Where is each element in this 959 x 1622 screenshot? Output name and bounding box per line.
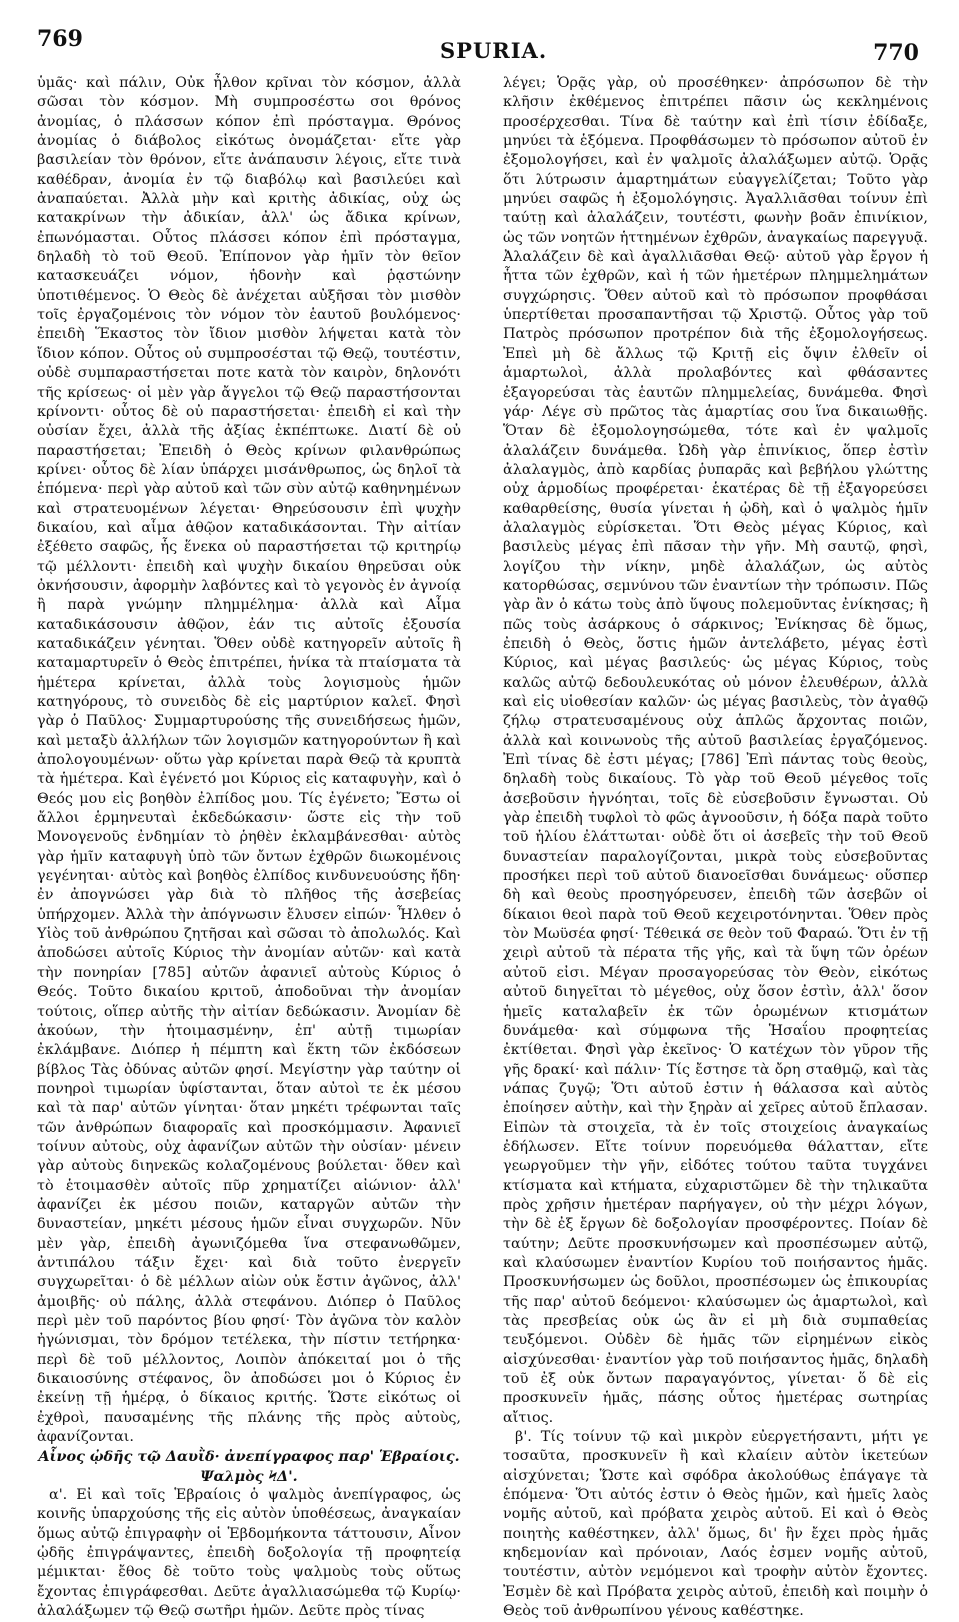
left-column bbox=[37, 74, 461, 1620]
page-number-left: 769 bbox=[37, 26, 83, 52]
right-column-text: λέγει; Ὁρᾷς γὰρ, οὐ προσέθηκεν· ἀπρόσωπον δὲ τὴν κλῆσιν ἐκθέμενος ἐπιτρέπει πᾶσιν ὡς κεκλημένοις προσέρχεσθαι. Τίνα δὲ ταύτην καὶ ἐπὶ τίσιν ἐδίδαξε, μηνύει τὰ ἑξόμενα. Προφθάσωμεν τὸ πρόσωπον αὐτοῦ ἐν ἐξομολογήσει, καὶ ἐν ψαλμοῖς ἀλαλάξωμεν αὐτῷ. Ὁρᾷς ὅτι λύτρωσιν ἁμαρτημάτων εὐαγγελίζεται; Τοῦτο γὰρ μηνύει σαφῶς ἡ ἐξομολόγησις. Ἀγαλλιᾶσθαι τοίνυν ἐπὶ ταύτῃ καὶ ἀλαλάζειν, τουτέστι, φωνὴν βοᾶν ἐπινίκιον, ὡς τῶν νοητῶν ἡττημένων ἐχθρῶν, ἀναγκαίως παρεγγυᾷ. Ἀλαλάζειν δὲ καὶ ἀγαλλιᾶσθαι Θεῷ· αὐτοῦ γὰρ ἔργον ἡ ἧττα τῶν ἐχθρῶν, καὶ ἡ τῶν ἡμετέρων πλημμελημάτων συγχώρησις. Ὅθεν αὐτοῦ καὶ τὸ πρόσωπον προφθάσαι ὑπερτίθεται προσαπαντῆσαι τῷ Χριστῷ. Οὗτος γὰρ τοῦ Πατρὸς πρόσωπον προτρέπον διὰ τῆς ἐξομολογήσεως. Ἐπεὶ μὴ δὲ ἄλλως τῷ Κριτῇ εἰς ὄψιν ἐλθεῖν οἱ ἁμαρτωλοὶ, ἀλλὰ προλαβόντες καὶ φθάσαντες ἐξαγορεύσαι τὰς ἑαυτῶν πλημμελείας, δυνάμεθα. Φησὶ γάρ· Λέγε σὺ πρῶτος τὰς ἁμαρτίας σου ἵνα δικαιωθῇς. Ὅταν δὲ ἐξομολογησώμεθα, τότε καὶ ἐν ψαλμοῖς ἀλαλάζειν δυνάμεθα. Ὠδὴ γὰρ ἐπινίκιος, ὅπερ ἐστὶν ἀλαλαγμὸς, ἀπὸ καρδίας ῥυπαρᾶς καὶ βεβήλου γλώττης οὐχ ἁρμοδίως προφέρεται· ἑκατέρας δὲ τῇ ἐξαγορεύσει καθαρθείσης, θυσία γίνεται ἡ ᾠδὴ, καὶ ὁ ψαλμὸς ἡμῖν ἀλαλαγμὸς εὑρίσκεται. Ὅτι Θεὸς μέγας Κύριος, καὶ βασιλεὺς μέγας ἐπὶ πᾶσαν τὴν γῆν. Μὴ σαυτῷ, φησὶ, λογίζου τὴν νίκην, μηδὲ ἀλαλάζων, ὡς αὐτὸς κατορθώσας, σεμνύνου τῶν ἐναντίων τὴν τρόπωσιν. Πῶς γὰρ ἂν ὁ κάτω τοὺς ἀπὸ ὕψους πολεμοῦντας ἐνίκησας; ἢ πῶς τοὺς ἀσάρκους ὁ σάρκινος; Ἐνίκησας δὲ ὅμως, ἐπειδὴ ὁ Θεὸς, ὅστις ἡμῶν ἀντελάβετο, μέγας ἐστὶ Κύριος, καὶ μέγας βασιλεύς· ὡς μέγας Κύριος, τοὺς καλῶς αὐτῷ δεδουλευκότας οὐ μόνον ἐλευθέρων, ἀλλὰ καὶ εἰς υἱοθεσίαν καλῶν· ὡς μέγας βασιλεὺς, τὸν ἀγαθῷ ζήλῳ στρατευσαμένους οὐχ ἁπλῶς ἄρχοντας ποιῶν, ἀλλὰ καὶ κοινωνοὺς τῆς αὐτοῦ βασιλείας ἐργαζόμενος. Ἐπὶ τίνας δὲ ἐστι μέγας; [786] Ἐπὶ πάντας τοὺς θεοὺς, δηλαδὴ τοὺς δικαίους. Τὸ γὰρ τοῦ Θεοῦ μέγεθος τοῖς ἀσεβοῦσιν ἠγνόηται, τοῖς δὲ εὐσεβοῦσιν ἔγνωσται. Οὐ γὰρ ἐπειδὴ τυφλοὶ τὸ φῶς ἀγνοοῦσιν, ἡ δόξα παρὰ τοῦτο τοῦ ἡλίου ἐλάττωται· οὐδὲ ὅτι οἱ ἀσεβεῖς τὴν τοῦ Θεοῦ δυναστείαν παραλογίζονται, μικρὰ τοὺς εὐσεβοῦντας προσήκει περὶ τοῦ αὐτοῦ διανοεῖσθαι δυνάμεως· οὕσπερ δὴ καὶ θεοὺς προσηγόρευσεν, ἐπειδὴ τῶν ἀσεβῶν οἱ δίκαιοι θεοὶ παρὰ τοῦ Θεοῦ κεχειροτόνηνται. Ὅθεν πρὸς τὸν Μωϋσέα φησί· Τέθεικά σε θεὸν τοῦ Φαραώ. Ὅτι ἐν τῇ χειρὶ αὐτοῦ τὰ πέρατα τῆς γῆς, καὶ τὰ ὕψη τῶν ὀρέων αὐτοῦ εἰσι. Μέγαν προσαγορεύσας τὸν Θεὸν, εἰκότως αὐτοῦ διηγεῖται τὸ μέγεθος, οὐχ ὅσον ἐστὶν, ἀλλ' ὅσον ἡμεῖς καταλαβεῖν ἐκ τῶν ὁρωμένων κτισμάτων δυνάμεθα· καὶ σύμφωνα τῆς Ἡσαΐου προφητείας ἐκτίθεται. Φησὶ γὰρ ἐκεῖνος· Ὁ κατέχων τὸν γῦρον τῆς γῆς δρακί· καὶ πάλιν· Τίς ἔστησε τὰ ὄρη σταθμῷ, καὶ τὰς νάπας ζυγῷ; Ὅτι αὐτοῦ ἐστιν ἡ θάλασσα καὶ αὐτὸς ἐποίησεν αὐτὴν, καὶ τὴν ξηρὰν αἱ χεῖρες αὐτοῦ ἔπλασαν. Εἰπὼν τὰ στοιχεῖα, τὰ ἐν τοῖς στοιχείοις ἀναγκαίως ἐδήλωσεν. Εἴτε τοίνυν πορευόμεθα θάλατταν, εἴτε γεωργοῦμεν τὴν γῆν, εἰδότες τούτου ταῦτα τυγχάνει κτίσματα καὶ κτήματα, εὐχαριστῶμεν δὲ τὴν τηλικαῦτα πρὸς χρῆσιν ἡμετέραν παρήγαγεν, οὐ τὴν μέχρι λόγων, τὴν δὲ ἐξ ἔργων δὲ δοξολογίαν προσφέροντες. Ποίαν δὲ ταύτην; Δεῦτε προσκυνήσωμεν καὶ προσπέσωμεν αὐτῷ, καὶ κλαύσωμεν ἐναντίον Κυρίου τοῦ ποιήσαντος ἡμᾶς. Προσκυνήσωμεν ὡς δοῦλοι, προσπέσωμεν ὡς ἐπικουρίας τῆς παρ' αὐτοῦ δεόμενοι· κλαύσωμεν ὡς ἁμαρτωλοὶ, καὶ τὰς πρεσβείας οὐκ ὡς ἂν εἰ μὴ διὰ συμπαθείας τευξόμενοι. Οὐδὲν δὲ ἡμᾶς τῶν εἰρημένων εἰκὸς αἰσχύνεσθαι· ἐναντίον γὰρ τοῦ ποιήσαντος ἡμᾶς, δηλαδὴ τοῦ ἐξ οὐκ ὄντων παραγαγόντος, γίνεται· ὅ δὲ εἰς προσκυνεῖν ἡμᾶς, πάσης οὗτος ἡμετέρας σωτηρίας αἴτιος. bbox=[503, 75, 928, 1426]
right-column bbox=[503, 74, 928, 1620]
page-number-right: 770 bbox=[873, 40, 919, 66]
psalm-heading: Αἶνος ᾠδῆς τῷ Δαυῒδ· ἀνεπίγραφος παρ' Ἑβραίοις. bbox=[38, 1448, 460, 1466]
page-header bbox=[0, 18, 959, 66]
right-column-closing-paragraph: β'. Τίς τοίνυν τῷ καὶ μικρὸν εὐεργετήσαντι, μήτι γε τοσαῦτα, προσκυνεῖν ἢ καὶ κλαίειν αὐτὸν ἱκετεύων αἰσχύνεται; Ὥστε καὶ σφόδρα ἀκολούθως ἐπάγαγε τὰ ἑπόμενα· Ὅτι αὐτός ἐστιν ὁ Θεὸς ἡμῶν, καὶ ἡμεῖς λαὸς νομῆς αὐτοῦ, καὶ πρόβατα χειρὸς αὐτοῦ. Εἰ καὶ ὁ Θεὸς ποιητὴς καθέστηκεν, ἀλλ' ὅμως, δι' ἣν ἔχει πρὸς ἡμᾶς κηδεμονίαν καὶ πρόνοιαν, Λαός ἐσμεν νομῆς αὐτοῦ, τουτέστιν, αὐτὸν νεμόμενοι καὶ τροφὴν αὐτὸν ἔχοντες. Ἐσμὲν δὲ καὶ Πρόβατα χειρὸς αὐτοῦ, ἐπειδὴ καὶ ποιμὴν ὁ Θεὸς τοῦ ἀνθρωπίνου γένους καθέστηκε. bbox=[503, 1429, 928, 1620]
psalm-number: Ψαλμὸς ϞΔ'. bbox=[200, 1467, 298, 1485]
left-column-text: ὑμᾶς· καὶ πάλιν, Οὐκ ἦλθον κρῖναι τὸν κόσμον, ἀλλὰ σῶσαι τὸν κόσμον. Μὴ συμπροσέστω σοι θρόνος ἀνομίας, ὁ πλάσσων κόπον ἐπὶ πρόσταγμα. Θρόνος ἀνομίας ὁ διάβολος εἰκότως ὀνομάζεται· εἴτε γὰρ βασιλείαν τὸν θρόνον, εἴτε ἀνάπαυσιν λέγοις, εἴτε τινὰ καθέδραν, ἀνομία ἐν τῷ διαβόλῳ καὶ βασιλεύει καὶ ἀναπαύεται. Ἀλλὰ μὴν καὶ κριτὴς ἀδικίας, οὐχ ὡς κατακρίνων τὴν ἀδικίαν, ἀλλ' ὡς ἄδικα κρίνων, ἐπωνόμασται. Οὗτος πλάσσει κόπον ἐπὶ πρόσταγμα, δηλαδὴ τὸ τοῦ Θεοῦ. Ἐπίπονον γὰρ ἡμῖν τὸν θεῖον κατασκευάζει νόμον, ἡδονὴν καὶ ῥᾳστώνην ὑποτιθέμενος. Ὁ Θεὸς δὲ ἀνέχεται αὐξῆσαι τὸν μισθὸν τοῖς ἐργαζομένοις τὸν νόμον τὸν ἑαυτοῦ βουλόμενος· ἐπειδὴ Ἕκαστος τὸν ἴδιον μισθὸν λήψεται κατὰ τὸν ἴδιον κόπον. Οὗτος οὐ συμπροσέσται τῷ Θεῷ, τουτέστιν, οὐδὲ συμπαραστήσεται ποτε κατὰ τὸν καιρὸν, δηλονότι τῆς κρίσεως· οἱ μὲν γὰρ ἄγγελοι τῷ Θεῷ παραστήσονται κρίνοντι· οὗτος δὲ οὐ παραστήσεται· ἐπειδὴ εἰ καὶ τὴν οὐσίαν ἔχει, ἀλλὰ τῆς ἀξίας ἐκπέπτωκε. Διατί δὲ οὐ παραστήσεται; Ἐπειδὴ ὁ Θεὸς κρίνων φιλανθρώπως κρίνει· οὗτος δὲ λίαν ὑπάρχει μισάνθρωπος, ὡς δηλοῖ τὰ ἑπόμενα· περὶ γὰρ αὐτοῦ καὶ τῶν σὺν αὐτῷ καθηνημένων καὶ στρατευομένων λέγεται· Θηρεύσουσιν ἐπὶ ψυχὴν δικαίου, καὶ αἷμα ἀθῷον καταδικάσονται. Τὴν αἰτίαν ἐξέθετο σαφῶς, ἧς ἕνεκα οὐ παραστήσεται τῷ κριτηρίῳ τῷ μέλλοντι· ἐπειδὴ καὶ ψυχὴν δικαίου θηρεῦσαι οὐκ ὀκνήσουσιν, ἀφορμὴν λαβόντες καὶ τὸ γεγονὸς ἐν ἀγνοίᾳ ἢ παρὰ γνώμην πλημμέλημα· ἀλλὰ καὶ Αἷμα καταδικάσουσιν ἀθῷον, ἐάν τις αὐτοῖς ἐξουσία καταδικάζειν γένηται. Ὅθεν οὐδὲ κατηγορεῖν αὐτοῖς ἢ καταμαρτυρεῖν ὁ Θεὸς ἐπιτρέπει, ἡνίκα τὰ πταίσματα τὰ ἡμέτερα κρίνεται, ἀλλὰ τοὺς λογισμοὺς ἡμῶν κατηγόρους, τὸ συνειδὸς δὲ εἰς μαρτύριον καλεῖ. Φησὶ γὰρ ὁ Παῦλος· Συμμαρτυρούσης τῆς συνειδήσεως ἡμῶν, καὶ μεταξὺ ἀλλήλων τῶν λογισμῶν κατηγορούντων ἢ καὶ ἀπολογουμένων· οὕτω γὰρ κρίνεται παρὰ Θεῷ τὰ κρυπτὰ τὰ ἡμέτερα. Καὶ ἐγένετό μοι Κύριος εἰς καταφυγὴν, καὶ ὁ Θεός μου εἰς βοηθὸν ἐλπίδος μου. Τίς ἐγένετο; Ἔστω οἱ ἄλλοι ἑρμηνευταὶ ἐκδεδώκασιν· ὥστε εἰς τὴν τοῦ Μονογενοῦς ἐνδημίαν τὸ ῥηθὲν ἐκλαμβάνεσθαι· αὐτὸς γὰρ ἡμῖν καταφυγὴ ὑπὸ τῶν ὄντων ἐχθρῶν διωκομένοις γεγένηται· αὐτὸς καὶ βοηθὸς ἐλπίδος κινδυνευούσης ἤδη· ἐν ἀπογνώσει γὰρ διὰ τὸ πλῆθος τῆς ἀσεβείας ὑπήρχομεν. Ἀλλὰ τὴν ἀπόγνωσιν ἔλυσεν εἰπών· Ἦλθεν ὁ Υἱὸς τοῦ ἀνθρώπου ζητῆσαι καὶ σῶσαι τὸ ἀπολωλός. Καὶ ἀποδώσει αὐτοῖς Κύριος τὴν ἀνομίαν αὐτῶν· καὶ κατὰ τὴν πονηρίαν [785] αὐτῶν ἀφανιεῖ αὐτοὺς Κύριος ὁ Θεός. Τοῦτο δικαίου κριτοῦ, ἀποδοῦναι τὴν ἀνομίαν τούτοις, οἵπερ αὐτῆς τὴν αἰτίαν δεδώκασιν. Ἀνομίαν δὲ ἀκούων, τὴν ἡτοιμασμένην, ἐπ' αὐτῇ τιμωρίαν ἐκλάμβανε. Διόπερ ἡ πέμπτη καὶ ἕκτη τῶν ἐκδόσεων βίβλος Τὰς ὀδύνας αὐτῶν φησί. Μεγίστην γὰρ ταύτην οἱ πονηροὶ τιμωρίαν ὑφίστανται, ὅταν αὐτοὶ τε ἐκ μέσου καὶ τὰ παρ' αὐτῶν γίνηται· ὅταν μηκέτι τρέφωνται ταῖς τῶν ἀνθρώπων διαφοραῖς καὶ προσκόμμασιν. Ἀφανιεῖ τοίνυν αὐτοὺς, οὐχ ἀφανίζων αὐτῶν τὴν οὐσίαν· μένειν γὰρ αὐτοὺς διηνεκῶς κολαζομένους βούλεται· ὅθεν καὶ τὸ ἑτοιμασθὲν αὐτοῖς πῦρ χρηματίζει αἰώνιον· ἀλλ' ἀφανίζει ἐκ μέσου ποιῶν, καταργῶν αὐτῶν τὴν δυναστείαν, μηκέτι μέσους ἡμῶν εἶναι συγχωρῶν. Νῦν μὲν γὰρ, ἐπειδὴ ἀγωνιζόμεθα ἵνα στεφανωθῶμεν, ἀντιπάλου τάξιν ἔχει· καὶ διὰ τοῦτο ἐνεργεῖν συγχωρεῖται· ὁ δὲ μέλλων αἰὼν οὐκ ἔστιν ἀγῶνος, ἀλλ' ἀμοιβῆς· οὐ πάλης, ἀλλὰ στεφάνου. Διόπερ ὁ Παῦλος περὶ μὲν τοῦ παρόντος βίου φησί· Τὸν ἀγῶνα τὸν καλὸν ἠγώνισμαι, τὸν δρόμον τετέλεκα, τὴν πίστιν τετήρηκα· περὶ δὲ τοῦ μέλλοντος, Λοιπὸν ἀπόκειταί μοι ὁ τῆς δικαιοσύνης στέφανος, ὃν ἀποδώσει μοι ὁ Κύριος ἐν ἐκείνῃ τῇ ἡμέρᾳ, ὁ δίκαιος κριτής. Ὥστε εἰκότως οἱ ἐχθροὶ, παυσαμένης τῆς πλάνης τῆς πρὸς αὐτοὺς, ἀφανίζονται. bbox=[37, 75, 461, 1446]
running-title: SPURIA. bbox=[440, 38, 548, 63]
left-column-closing-paragraph: α'. Εἰ καὶ τοῖς Ἑβραίοις ὁ ψαλμὸς ἀνεπίγραφος, ὡς κοινῆς ὑπαρχούσης τῆς εἰς αὐτὸν ὑποθέσεως, ἀναγκαίαν ὅμως αὐτῷ ἐπιγραφὴν οἱ Ἑβδομήκοντα τάττουσιν, Αἶνον ᾠδῆς ἐπιγράψαντες, ἐπειδὴ δοξολογία τῇ προφητείᾳ μέμικται· ἔθος δὲ τοῦτο τοὺς ψαλμοὺς τοὺς οὕτως ἔχοντας ἐπιγράφεσθαι. Δεῦτε ἀγαλλιασώμεθα τῷ Κυρίῳ· ἀλαλάξωμεν τῷ Θεῷ σωτῆρι ἡμῶν. Δεῦτε πρὸς τίνας bbox=[37, 1487, 461, 1620]
